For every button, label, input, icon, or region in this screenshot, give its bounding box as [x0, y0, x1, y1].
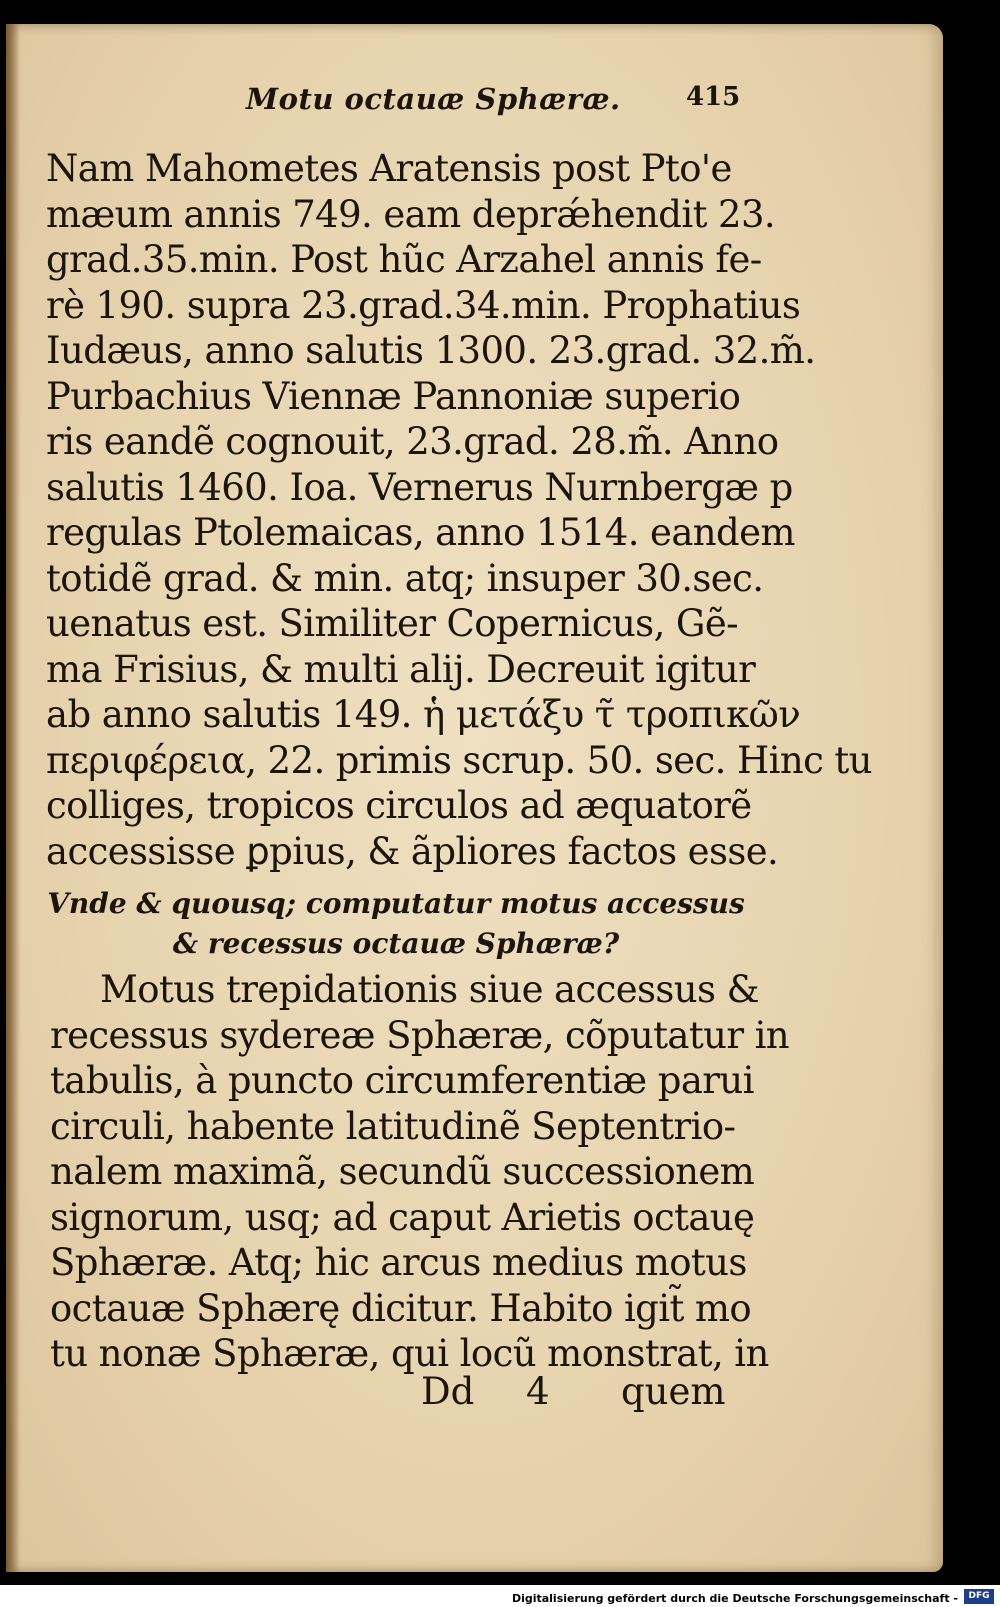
text-line: grad.35.min. Post hũc Arzahel annis fe-: [46, 238, 762, 281]
text-line: Iudæus, anno salutis 1300. 23.grad. 32.m̃.: [46, 329, 816, 372]
section-heading: [6, 884, 786, 964]
text-line: tu nonæ Sphæræ, qui locũ monstrat, in: [50, 1332, 769, 1375]
heading-line: Vnde & quousq; computatur motus accessus: [47, 887, 745, 920]
text-line: octauæ Sphærę dicitur. Habito igit̃ mo: [50, 1286, 752, 1330]
text-line: mæum annis 749. eam deprǽhendit 23.: [46, 192, 776, 236]
running-head: Motu octauæ Sphæræ.: [246, 82, 621, 116]
text-line: tabulis, à puncto circumferentiæ parui: [50, 1059, 754, 1102]
footer-credit: Digitalisierung gefördert durch die Deutsche Forschungsgemeinschaft -: [511, 1592, 958, 1605]
text-line: Purbachius Viennæ Pannoniæ superio: [46, 374, 741, 418]
text-line: ab anno salutis 149. ἡ μετάξυ τ̃ τροπικῶν: [46, 693, 801, 736]
text-line: colliges, tropicos circulos ad æquatorẽ: [46, 784, 752, 827]
text-line: Sphæræ. Atq; hic arcus medius motus: [50, 1241, 747, 1284]
text-line: regulas Ptolemaicas, anno 1514. eandem: [46, 511, 795, 554]
text-line: accessisse ꝑpius, & ãpliores factos esse.: [46, 829, 779, 873]
text-line: nalem maximã, secundũ successionem: [50, 1150, 755, 1193]
dfg-logo: DFG: [964, 1589, 994, 1604]
text-line: Motus trepidationis siue accessus &: [100, 968, 759, 1011]
footer-bar: [0, 1585, 1000, 1607]
heading-line: & recessus octauæ Sphæræ?: [172, 927, 620, 960]
text-line: recessus sydereæ Sphæræ, cõputatur in: [50, 1013, 790, 1057]
signature-mark: Dd: [421, 1370, 475, 1413]
signature-number: 4: [526, 1370, 550, 1413]
paragraph-1: [46, 146, 872, 874]
catchword: quem: [621, 1370, 726, 1413]
page-spine-shadow: [6, 24, 20, 1572]
text-line: circuli, habente latitudinẽ Septentrio-: [50, 1104, 736, 1148]
text-line: rè 190. supra 23.grad.34.min. Prophatius: [46, 283, 801, 327]
text-line: totidẽ grad. & min. atq; insuper 30.sec.: [46, 556, 764, 600]
text-line: ma Frisius, & multi alij. Decreuit igitur: [46, 647, 756, 691]
paragraph-2: [50, 967, 790, 1377]
book-page: [6, 24, 943, 1572]
text-line: uenatus est. Similiter Copernicus, Gẽ-: [46, 602, 739, 645]
text-line: signorum, usq; ad caput Arietis octauę: [50, 1195, 755, 1239]
text-line: salutis 1460. Ioa. Vernerus Nurnbergæ p: [46, 465, 793, 509]
text-line: Nam Mahometes Aratensis post Pto'e: [46, 147, 732, 190]
page-number: 415: [686, 82, 741, 112]
text-line: ris eandẽ cognouit, 23.grad. 28.m̃. Anno: [46, 420, 779, 463]
text-line: περιφέρεια, 22. primis scrup. 50. sec. Hinc tu: [46, 738, 872, 782]
